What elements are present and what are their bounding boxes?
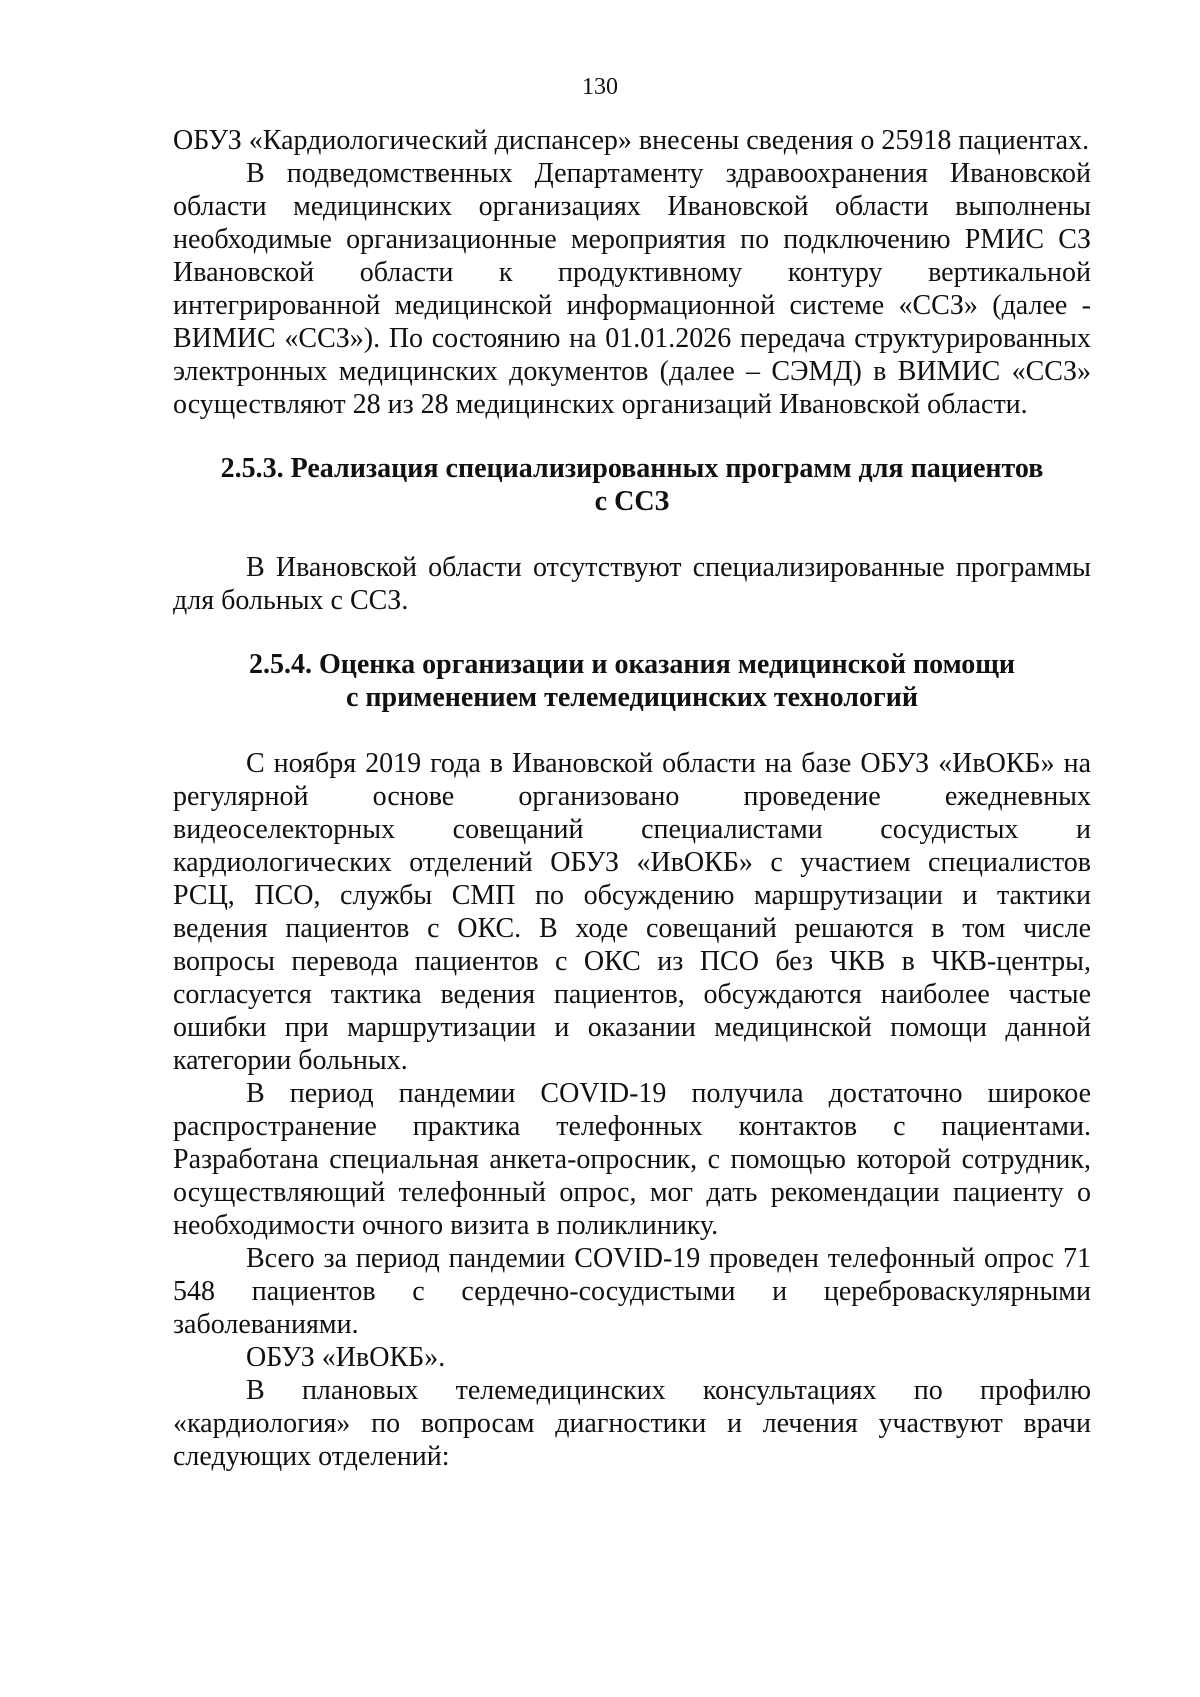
paragraph-5: В период пандемии COVID-19 получила достаточно широкое распространение практика телефонных контактов с пациентами. Разработана специальная анкета-опросник, с помощью которой сотрудник, осуществляющий телефонный опрос, мог дать рекомендации пациенту о необходимости очного визита в поликлинику. xyxy=(173,1078,1091,1241)
section-heading-2-5-3-line-1: 2.5.3. Реализация специализированных программ для пациентов xyxy=(220,453,1044,484)
paragraph-6: Всего за период пандемии COVID-19 проведен телефонный опрос 71 548 пациентов с сердечно-сосудистыми и цереброваскулярными заболеваниями. xyxy=(173,1243,1091,1340)
paragraph-8: В плановых телемедицинских консультациях по профилю «кардиология» по вопросам диагностики и лечения участвуют врачи следующих отделений: xyxy=(173,1375,1091,1472)
document-body xyxy=(173,124,1091,1473)
paragraph-7: ОБУЗ «ИвОКБ». xyxy=(246,1342,446,1373)
paragraph-3: В Ивановской области отсутствуют специализированные программы для больных с ССЗ. xyxy=(173,552,1091,616)
paragraph-1: ОБУЗ «Кардиологический диспансер» внесены сведения о 25918 пациентах. xyxy=(173,125,1090,156)
page-number: 130 xyxy=(582,74,618,100)
section-heading-2-5-3-line-2: с ССЗ xyxy=(594,486,670,517)
paragraph-2: В подведомственных Департаменту здравоохранения Ивановской области медицинских организациях Ивановской области выполнены необходимые организационные мероприятия по подключению РМИС СЗ Ивановской области к продуктивному контуру вертикальной интегрированной медицинской информационной системе «ССЗ» (далее - ВИМИС «ССЗ»). По состоянию на 01.01.2026 передача структурированных электронных медицинских документов (далее – СЭМД) в ВИМИС «ССЗ» осуществляют 28 из 28 медицинских организаций Ивановской области. xyxy=(173,158,1091,420)
paragraph-4: С ноября 2019 года в Ивановской области на базе ОБУЗ «ИвОКБ» на регулярной основе организовано проведение ежедневных видеоселекторных совещаний специалистами сосудистых и кардиологических отделений ОБУЗ «ИвОКБ» с участием специалистов РСЦ, ПСО, службы СМП по обсуждению маршрутизации и тактики ведения пациентов с ОКС. В ходе совещаний решаются в том числе вопросы перевода пациентов с ОКС из ПСО без ЧКВ в ЧКВ-центры, согласуется тактика ведения пациентов, обсуждаются наиболее частые ошибки при маршрутизации и оказании медицинской помощи данной категории больных. xyxy=(173,748,1091,1076)
section-heading-2-5-4-line-1: 2.5.4. Оценка организации и оказания медицинской помощи xyxy=(248,649,1016,680)
section-heading-2-5-4-line-2: с применением телемедицинских технологий xyxy=(345,682,918,713)
